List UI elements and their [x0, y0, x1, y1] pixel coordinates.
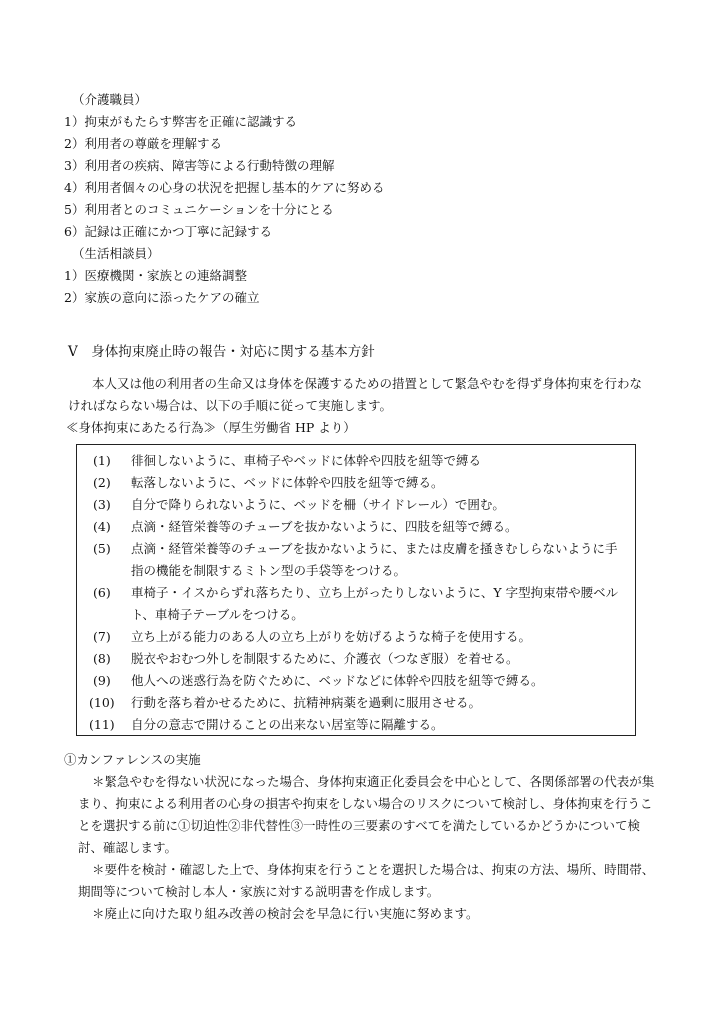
example-6-text: 車椅子・イスからずれ落ちたり、立ち上がったりしないように、Y 字型拘束帯や腰ベル [131, 585, 619, 600]
example-11-text: 自分の意志で開けることの出来ない居室等に隔離する。 [131, 717, 444, 732]
example-1-text: 徘徊しないように、車椅子やベッドに体幹や四肢を紐等で縛る [131, 453, 482, 468]
example-7-number: (7) [93, 629, 111, 644]
care-staff-item-4: 4）利用者個々の心身の状況を把握し基本的ケアに努める [64, 180, 385, 195]
example-5-text-cont: 指の機能を制限するミトン型の手袋等をつける。 [131, 563, 407, 578]
counselor-item-2: 2）家族の意向に添ったケアの確立 [64, 290, 260, 305]
conference-para3-line1: ＊廃止に向けた取り組み改善の検討会を早急に行い実施に努めます。 [92, 906, 479, 921]
care-staff-heading: （介護職員） [72, 92, 148, 107]
example-6-text-cont: ト、車椅子テーブルをつける。 [131, 607, 304, 622]
care-staff-item-5: 5）利用者とのコミュニケーションを十分にとる [64, 202, 334, 217]
example-9-text: 他人への迷惑行為を防ぐために、ベッドなどに体幹や四肢を紐等で縛る。 [131, 673, 544, 688]
conference-para1-line2: まり、拘束による利用者の心身の損害や拘束をしない場合のリスクについて検討し、身体拘束を行うこ [78, 796, 653, 811]
conference-para2-line1: ＊要件を検討・確認した上で、身体拘束を行うことを選択した場合は、拘束の方法、場所、時間帯、 [92, 862, 655, 877]
section-v-title: Ⅴ 身体拘束廃止時の報告・対応に関する基本方針 [68, 344, 375, 360]
example-6-number: (6) [93, 585, 111, 600]
section-v-intro-line2: ければならない場合は、以下の手順に従って実施します。 [68, 398, 393, 413]
care-staff-item-2: 2）利用者の尊厳を理解する [64, 136, 222, 151]
example-2-text: 転落しないように、ベッドに体幹や四肢を紐等で縛る。 [131, 475, 444, 490]
section-v-intro-line1: 本人又は他の利用者の生命又は身体を保護するための措置として緊急やむを得ず身体拘束を行わな [92, 376, 643, 391]
example-8-number: (8) [93, 651, 111, 666]
example-5-number: (5) [93, 541, 111, 556]
example-11-number: (11) [89, 717, 115, 732]
example-4-number: (4) [93, 519, 111, 534]
counselor-heading: （生活相談員） [72, 246, 160, 261]
care-staff-item-1: 1）拘束がもたらす弊害を正確に認識する [64, 114, 297, 129]
counselor-item-1: 1）医療機関・家族との連絡調整 [64, 268, 247, 283]
example-7-text: 立ち上がる能力のある人の立ち上がりを妨げるような椅子を使用する。 [131, 629, 532, 644]
example-5-text: 点滴・経管栄養等のチューブを抜かないように、または皮膚を掻きむしらないように手 [131, 541, 618, 556]
conference-heading: ①カンファレンスの実施 [64, 752, 201, 767]
example-4-text: 点滴・経管栄養等のチューブを抜かないように、四肢を紐等で縛る。 [131, 519, 518, 534]
example-10-text: 行動を落ち着かせるために、抗精神病薬を過剰に服用させる。 [131, 695, 482, 710]
example-1-number: (1) [93, 453, 111, 468]
example-8-text: 脱衣やおむつ外しを制限するために、介護衣（つなぎ服）を着せる。 [131, 651, 519, 666]
conference-para2-line2: 期間等について検討し本人・家族に対する説明書を作成します。 [78, 884, 440, 899]
examples-heading: ≪身体拘束にあたる行為≫（厚生労働省 HP より） [66, 420, 356, 435]
conference-para1-line3: とを選択する前に①切迫性②非代替性③一時性の三要素のすべてを満たしているかどうかについて検 [78, 818, 641, 833]
example-10-number: (10) [89, 695, 115, 710]
care-staff-item-3: 3）利用者の疾病、障害等による行動特徴の理解 [64, 158, 335, 173]
example-9-number: (9) [93, 673, 111, 688]
example-3-text: 自分で降りられないように、ベッドを柵（サイドレール）で囲む。 [131, 497, 505, 512]
restraint-examples-box [76, 444, 636, 736]
conference-para1-line4: 討、確認します。 [78, 840, 178, 855]
care-staff-item-6: 6）記録は正確にかつ丁寧に記録する [64, 224, 272, 239]
conference-para1-line1: ＊緊急やむを得ない状況になった場合、身体拘束適正化委員会を中心として、各関係部署の代表が集 [92, 774, 655, 789]
example-2-number: (2) [93, 475, 111, 490]
example-3-number: (3) [93, 497, 111, 512]
